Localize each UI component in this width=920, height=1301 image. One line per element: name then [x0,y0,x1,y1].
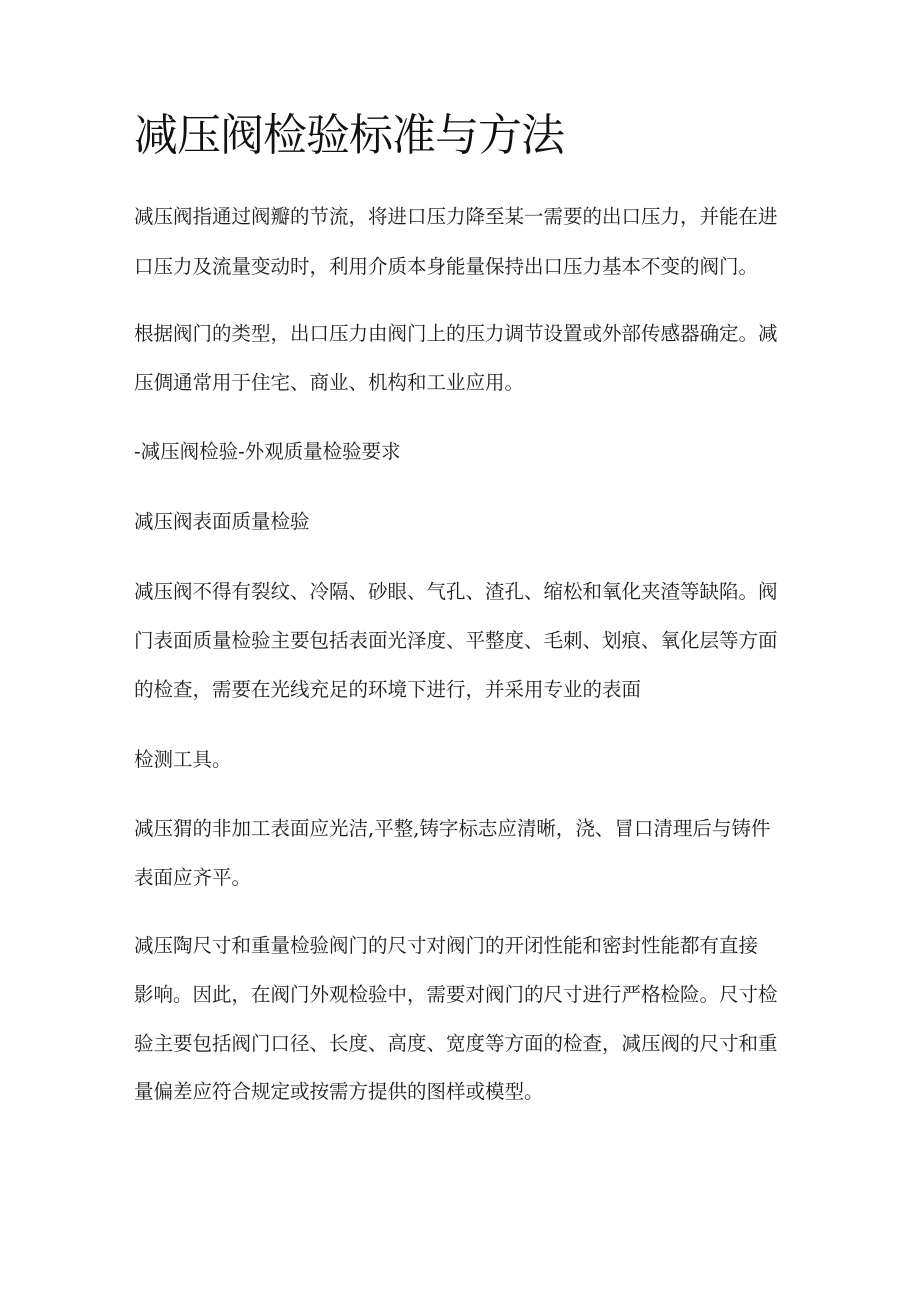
body-text-line: 减压陶尺寸和重量检验阀门的尺寸对阀门的开闭性能和密封性能都有直接 [134,934,759,957]
body-text-line: 表面应齐平。 [134,866,252,889]
body-text-line: 口压力及流量变动时，利用介质本身能量保持出口压力基本不变的阀门。 [134,255,759,278]
subsection-heading: 减压阀表面质量检验 [134,510,310,533]
body-text-line: 检测工具。 [134,748,232,771]
body-text-line: 影响。因此，在阀门外观检验中，需要对阀门的尺寸进行严格检险。尺寸检 [134,983,778,1006]
body-text-line: 验主要包括阀门口径、长度、高度、宽度等方面的检查，减压阀的尺寸和重 [134,1032,778,1055]
body-text-line: 压倜通常用于住宅、商业、机构和工业应用。 [134,371,525,394]
document-title: 减压阀检验标准与方法 [134,110,564,161]
body-text-line: 门表面质量检验主要包括表面光泽度、平整度、毛刺、划痕、氧化层等方面 [134,629,778,652]
section-heading: -减压阀检验-外观质量检验要求 [134,440,401,463]
body-text-line: 根据阀门的类型，出口压力由阀门上的压力调节设置或外部传感器确定。减 [134,322,778,345]
body-text-line: 的检查，需要在光线充足的环境下进行，并采用专业的表面 [134,678,642,701]
body-text-line: 减压猬的非加工表面应光洁,平整,铸字标志应清晰，浇、冒口清理后与铸件 [134,817,771,840]
body-text-line: 减压阀指通过阀瓣的节流，将进口压力降至某一需要的出口压力，并能在进 [134,205,778,228]
body-text-line: 量偏差应符合规定或按需方提供的图样或模型。 [134,1080,544,1103]
body-text-line: 减压阀不得有裂纹、冷隔、砂眼、气孔、渣孔、缩松和氧化夹渣等缺陷。阀 [134,580,778,603]
